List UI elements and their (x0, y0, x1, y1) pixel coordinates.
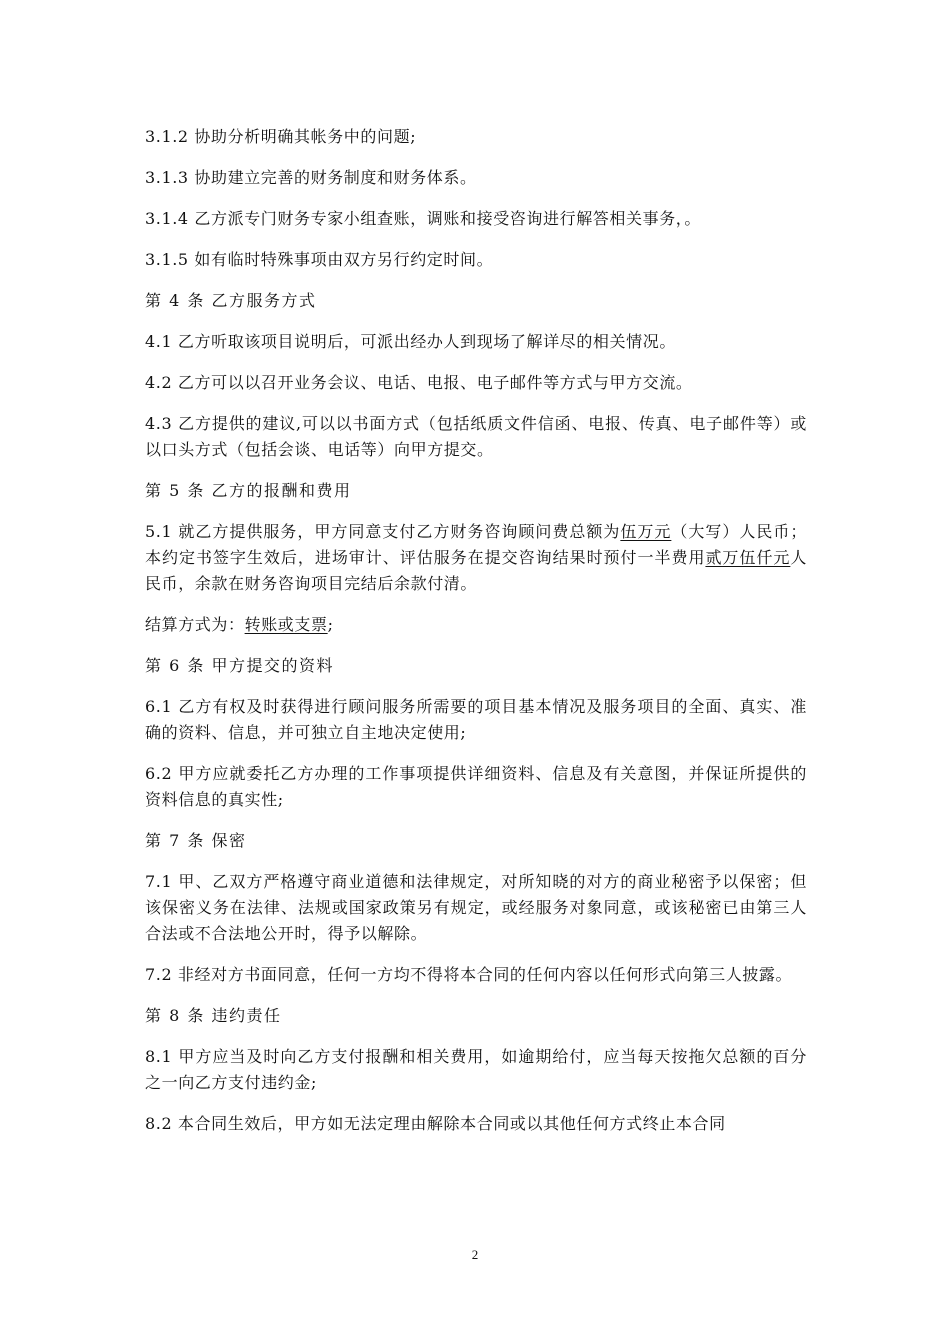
clause-8-1: 8.1 甲方应当及时向乙方支付报酬和相关费用，如逾期给付，应当每天按拖欠总额的百分之一向乙方支付违约金; (145, 1047, 807, 1092)
settlement-end: ; (327, 615, 334, 634)
clause-4-3: 4.3 乙方提供的建议,可以以书面方式（包括纸质文件信函、电报、传真、电子邮件等）或以口头方式（包括会谈、电话等）向甲方提交。 (145, 414, 807, 459)
settlement-value: 转账或支票 (244, 615, 328, 634)
clause-5-1 (145, 519, 807, 597)
article-8-heading: 第 8 条 违约责任 (145, 1006, 282, 1025)
clause-3-1-4: 3.1.4 乙方派专门财务专家小组查账，调账和接受咨询进行解答相关事务，。 (145, 209, 701, 228)
clause-3-1-2: 3.1.2 协助分析明确其帐务中的问题; (145, 127, 417, 146)
clause-3-1-3: 3.1.3 协助建立完善的财务制度和财务体系。 (145, 168, 477, 187)
clause-7-2: 7.2 非经对方书面同意，任何一方均不得将本合同的任何内容以任何形式向第三人披露。 (145, 965, 793, 984)
settlement-label: 结算方式为： (145, 615, 245, 634)
clause-4-1: 4.1 乙方听取该项目说明后，可派出经办人到现场了解详尽的相关情况。 (145, 332, 676, 351)
clause-5-1-middle: （大写）人民币；本约定书签字生效后，进场审计、评估服务在提交咨询结果时预付一半费用 (145, 522, 807, 567)
article-4-heading: 第 4 条 乙方服务方式 (145, 291, 317, 310)
page-number: 2 (471, 1247, 479, 1262)
article-7-heading: 第 7 条 保密 (145, 831, 247, 850)
settlement-method (145, 612, 807, 638)
clause-5-1-end: 人民币，余款在财务咨询项目完结后余款付清。 (145, 548, 807, 593)
clause-6-2: 6.2 甲方应就委托乙方办理的工作事项提供详细资料、信息及有关意图，并保证所提供的资料信息的真实性; (145, 764, 807, 809)
clause-8-2: 8.2 本合同生效后，甲方如无法定理由解除本合同或以其他任何方式终止本合同 (145, 1114, 726, 1133)
document-body (145, 124, 807, 1152)
prepayment-amount: 贰万伍仟元 (705, 548, 791, 567)
article-6-heading: 第 6 条 甲方提交的资料 (145, 656, 334, 675)
clause-5-1-intro: 5.1 就乙方提供服务，甲方同意支付乙方财务咨询顾问费总额为 (145, 522, 621, 541)
clause-3-1-5: 3.1.5 如有临时特殊事项由双方另行约定时间。 (145, 250, 494, 269)
clause-6-1: 6.1 乙方有权及时获得进行顾问服务所需要的项目基本情况及服务项目的全面、真实、准确的资料、信息，并可独立自主地决定使用; (145, 697, 807, 742)
total-fee-amount: 伍万元 (620, 522, 672, 541)
article-5-heading: 第 5 条 乙方的报酬和费用 (145, 481, 352, 500)
clause-4-2: 4.2 乙方可以以召开业务会议、电话、电报、电子邮件等方式与甲方交流。 (145, 373, 693, 392)
clause-7-1: 7.1 甲、乙双方严格遵守商业道德和法律规定，对所知晓的对方的商业秘密予以保密；但该保密义务在法律、法规或国家政策另有规定，或经服务对象同意，或该秘密已由第三人合法或不合法地公开时，得予以解除。 (145, 872, 807, 943)
